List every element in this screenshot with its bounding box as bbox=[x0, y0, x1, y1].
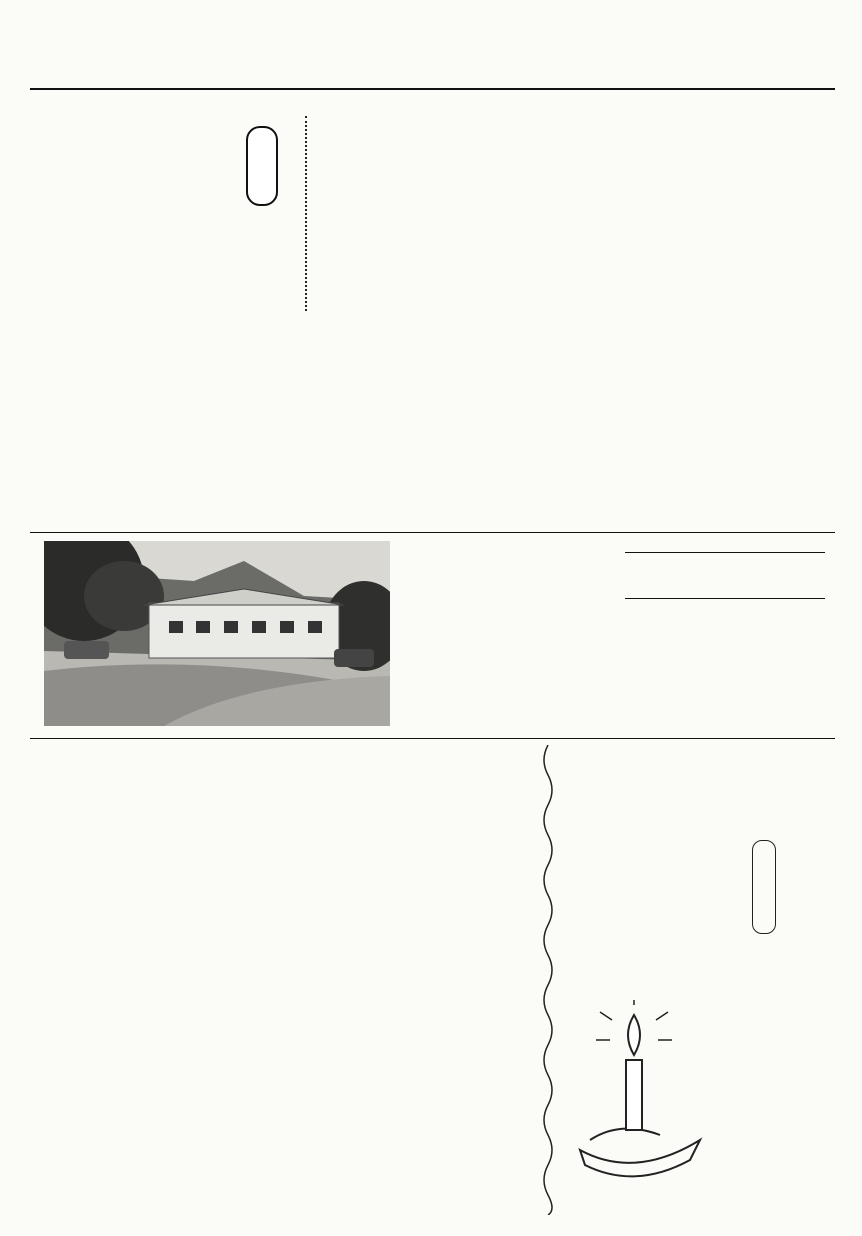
scholarship-body bbox=[36, 116, 140, 506]
factory-photo bbox=[44, 541, 390, 726]
article1-heading-children bbox=[612, 330, 638, 500]
taxfree-body bbox=[60, 1000, 328, 1210]
header-rule bbox=[30, 88, 835, 90]
section-rule-2 bbox=[30, 738, 835, 739]
factory-title-rule-top bbox=[625, 552, 825, 553]
factory-photo-illustration bbox=[44, 541, 390, 726]
candle-icon bbox=[560, 1000, 710, 1190]
factory-body bbox=[396, 542, 624, 732]
kouden-stamp bbox=[246, 126, 278, 206]
article1-elderly-continued bbox=[640, 320, 700, 495]
dotted-separator bbox=[305, 116, 307, 311]
kouden-row-1 bbox=[198, 116, 220, 311]
kouden-header-row bbox=[220, 116, 242, 311]
scholarship-title bbox=[142, 116, 170, 326]
handicapped-tag-frame bbox=[752, 840, 776, 934]
page-header-left bbox=[30, 64, 66, 80]
tax-body-2 bbox=[440, 1000, 536, 1210]
factory-title-rule-bottom bbox=[625, 598, 825, 599]
article1-children-body bbox=[330, 330, 610, 500]
article1-headline1 bbox=[780, 128, 814, 418]
star-separator bbox=[412, 1060, 436, 1210]
handicapped-title bbox=[780, 748, 816, 948]
tax-title bbox=[496, 752, 534, 972]
article1-heading-elderly bbox=[389, 118, 415, 303]
wavy-divider bbox=[538, 745, 558, 1215]
kouden-row-2 bbox=[176, 116, 198, 311]
taxfree-title bbox=[330, 1000, 392, 1080]
photo-caption bbox=[400, 620, 420, 720]
tax-body bbox=[60, 752, 492, 967]
handicapped-body bbox=[560, 750, 748, 950]
article1-heading-main-projects bbox=[418, 118, 442, 303]
article1-intro bbox=[444, 116, 692, 311]
section-rule-1 bbox=[30, 532, 835, 533]
